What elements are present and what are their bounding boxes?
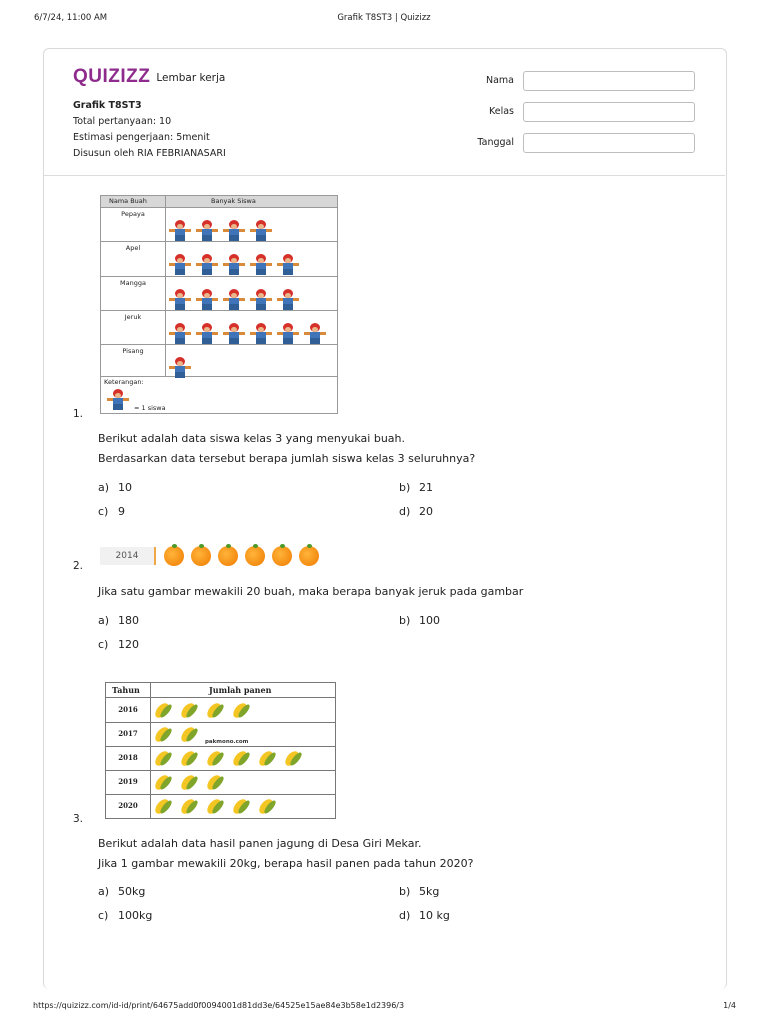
option-a[interactable]: a) 10 (98, 481, 132, 494)
orange-icon (164, 546, 184, 566)
col-fruit-name: Nama Buah (109, 197, 147, 205)
student-icon (223, 289, 245, 311)
total-questions: Total pertanyaan: 10 (73, 116, 172, 127)
row-pictures (154, 772, 232, 791)
corn-icon (206, 796, 226, 815)
legend-title: Keterangan: (104, 378, 144, 386)
time-estimate: Estimasi pengerjaan: 5menit (73, 132, 210, 143)
row-pictures (169, 357, 196, 379)
question-text (98, 834, 473, 874)
pictograph-header (101, 196, 337, 208)
question-line: Berikut adalah data siswa kelas 3 yang menyukai buah. (98, 432, 405, 445)
row-label: 2016 (118, 705, 138, 714)
option-d[interactable]: d) 20 (399, 505, 433, 518)
table-row (106, 770, 335, 795)
corn-icon (258, 748, 278, 767)
student-icon (277, 289, 299, 311)
corn-icon (232, 796, 252, 815)
student-icon (277, 254, 299, 276)
corn-icon (232, 700, 252, 719)
option-b[interactable]: b) 5kg (399, 885, 440, 898)
student-icon (169, 357, 191, 379)
question-text (98, 582, 523, 602)
row-label: Apel (125, 244, 141, 252)
corn-icon (180, 796, 200, 815)
option-c[interactable]: c) 100kg (98, 909, 153, 922)
student-icon (223, 220, 245, 242)
student-icon (250, 323, 272, 345)
student-icon (250, 289, 272, 311)
worksheet-meta (73, 98, 226, 162)
question-text (98, 429, 475, 469)
corn-icon (232, 748, 252, 767)
question-number: 3. (73, 813, 84, 825)
row-label: 2018 (118, 753, 138, 762)
question-number: 1. (73, 408, 84, 420)
name-label: Nama (485, 75, 514, 86)
class-label: Kelas (488, 106, 514, 117)
corn-icon (180, 748, 200, 767)
student-icon (196, 323, 218, 345)
year-label: 2014 (100, 547, 156, 565)
header-divider (43, 175, 725, 176)
col-harvest: Jumlah panen (209, 685, 272, 695)
question-line: Jika 1 gambar mewakili 20kg, berapa hasil panen pada tahun 2020? (98, 857, 474, 870)
page-number: 1/4 (723, 1001, 736, 1010)
row-pictures (154, 748, 310, 767)
orange-pictograph (100, 543, 338, 569)
student-icon (169, 289, 191, 311)
corn-icon (180, 724, 200, 743)
row-pictures (169, 289, 304, 311)
orange-icon (272, 546, 292, 566)
class-field[interactable] (523, 102, 695, 122)
corn-icon (206, 700, 226, 719)
question-line: Jika satu gambar mewakili 20 buah, maka berapa banyak jeruk pada gambar (98, 585, 524, 598)
quizizz-logo (73, 66, 225, 88)
question-line: Berdasarkan data tersebut berapa jumlah siswa kelas 3 seluruhnya? (98, 452, 476, 465)
row-pictures (154, 700, 258, 719)
table-row (101, 242, 337, 277)
option-c[interactable]: c) 9 (98, 505, 125, 518)
legend-equation: = 1 siswa (134, 404, 166, 412)
option-b[interactable]: b) 21 (399, 481, 433, 494)
option-b[interactable]: b) 100 (399, 614, 440, 627)
corn-icon (154, 748, 174, 767)
corn-icon (180, 772, 200, 791)
legend-icon (107, 389, 134, 411)
row-label: Pisang (122, 347, 144, 355)
student-icon (196, 254, 218, 276)
fruit-pictograph (100, 195, 338, 414)
row-label: Jeruk (124, 313, 142, 321)
student-icon (196, 289, 218, 311)
question-number: 2. (73, 560, 84, 572)
row-label: Mangga (120, 279, 146, 287)
corn-icon (180, 700, 200, 719)
date-label: Tanggal (477, 137, 514, 148)
student-icon (304, 323, 326, 345)
table-row (106, 698, 335, 723)
name-field[interactable] (523, 71, 695, 91)
corn-icon (206, 772, 226, 791)
table-row (106, 746, 335, 771)
student-icon (223, 254, 245, 276)
row-label: 2019 (118, 777, 138, 786)
student-icon (169, 220, 191, 242)
corn-icon (284, 748, 304, 767)
student-icon (196, 220, 218, 242)
student-icon (169, 323, 191, 345)
student-icon (223, 323, 245, 345)
table-row (101, 311, 337, 345)
corn-pictograph (105, 682, 336, 819)
row-pictures (154, 724, 206, 743)
question-line: Berikut adalah data hasil panen jagung di Desa Giri Mekar. (98, 837, 422, 850)
row-label: 2017 (118, 729, 138, 738)
col-student-count: Banyak Siswa (211, 197, 256, 205)
corn-icon (206, 748, 226, 767)
date-field[interactable] (523, 133, 695, 153)
row-pictures (169, 254, 304, 276)
student-icon (250, 220, 272, 242)
row-label: Pepaya (121, 210, 145, 218)
worksheet-name: Grafik T8ST3 (73, 100, 142, 111)
corn-icon (154, 724, 174, 743)
table-row (101, 208, 337, 242)
orange-icon (299, 546, 319, 566)
row-pictures (154, 796, 284, 815)
row-pictures (169, 323, 331, 345)
student-icon (169, 254, 191, 276)
watermark: pakmono.com (205, 739, 249, 745)
author: Disusun oleh RIA FEBRIANASARI (73, 148, 226, 159)
student-icon (250, 254, 272, 276)
row-pictures (169, 220, 277, 242)
pictograph-header (106, 683, 335, 698)
row-label: 2020 (118, 801, 138, 810)
corn-icon (154, 796, 174, 815)
brand-wordmark: QUIZIZZ (73, 66, 151, 87)
orange-icon (245, 546, 265, 566)
print-datetime: 6/7/24, 11:00 AM (34, 13, 108, 23)
option-a[interactable]: a) 180 (98, 614, 139, 627)
corn-icon (154, 700, 174, 719)
corn-icon (258, 796, 278, 815)
option-c[interactable]: c) 120 (98, 638, 139, 651)
corn-icon (154, 772, 174, 791)
table-row (101, 277, 337, 311)
worksheet-subtitle: Lembar kerja (156, 72, 226, 84)
orange-icon (191, 546, 211, 566)
option-d[interactable]: d) 10 kg (399, 909, 450, 922)
option-a[interactable]: a) 50kg (98, 885, 146, 898)
table-row (101, 345, 337, 377)
print-url: https://quizizz.com/id-id/print/64675add0f0094001d81dd3e/64525e15ae84e3b58e1d2396/3 (33, 1001, 405, 1010)
orange-icon (218, 546, 238, 566)
table-row (106, 794, 335, 818)
student-icon (277, 323, 299, 345)
print-title: Grafik T8ST3 | Quizizz (337, 13, 431, 23)
col-year: Tahun (112, 685, 140, 695)
